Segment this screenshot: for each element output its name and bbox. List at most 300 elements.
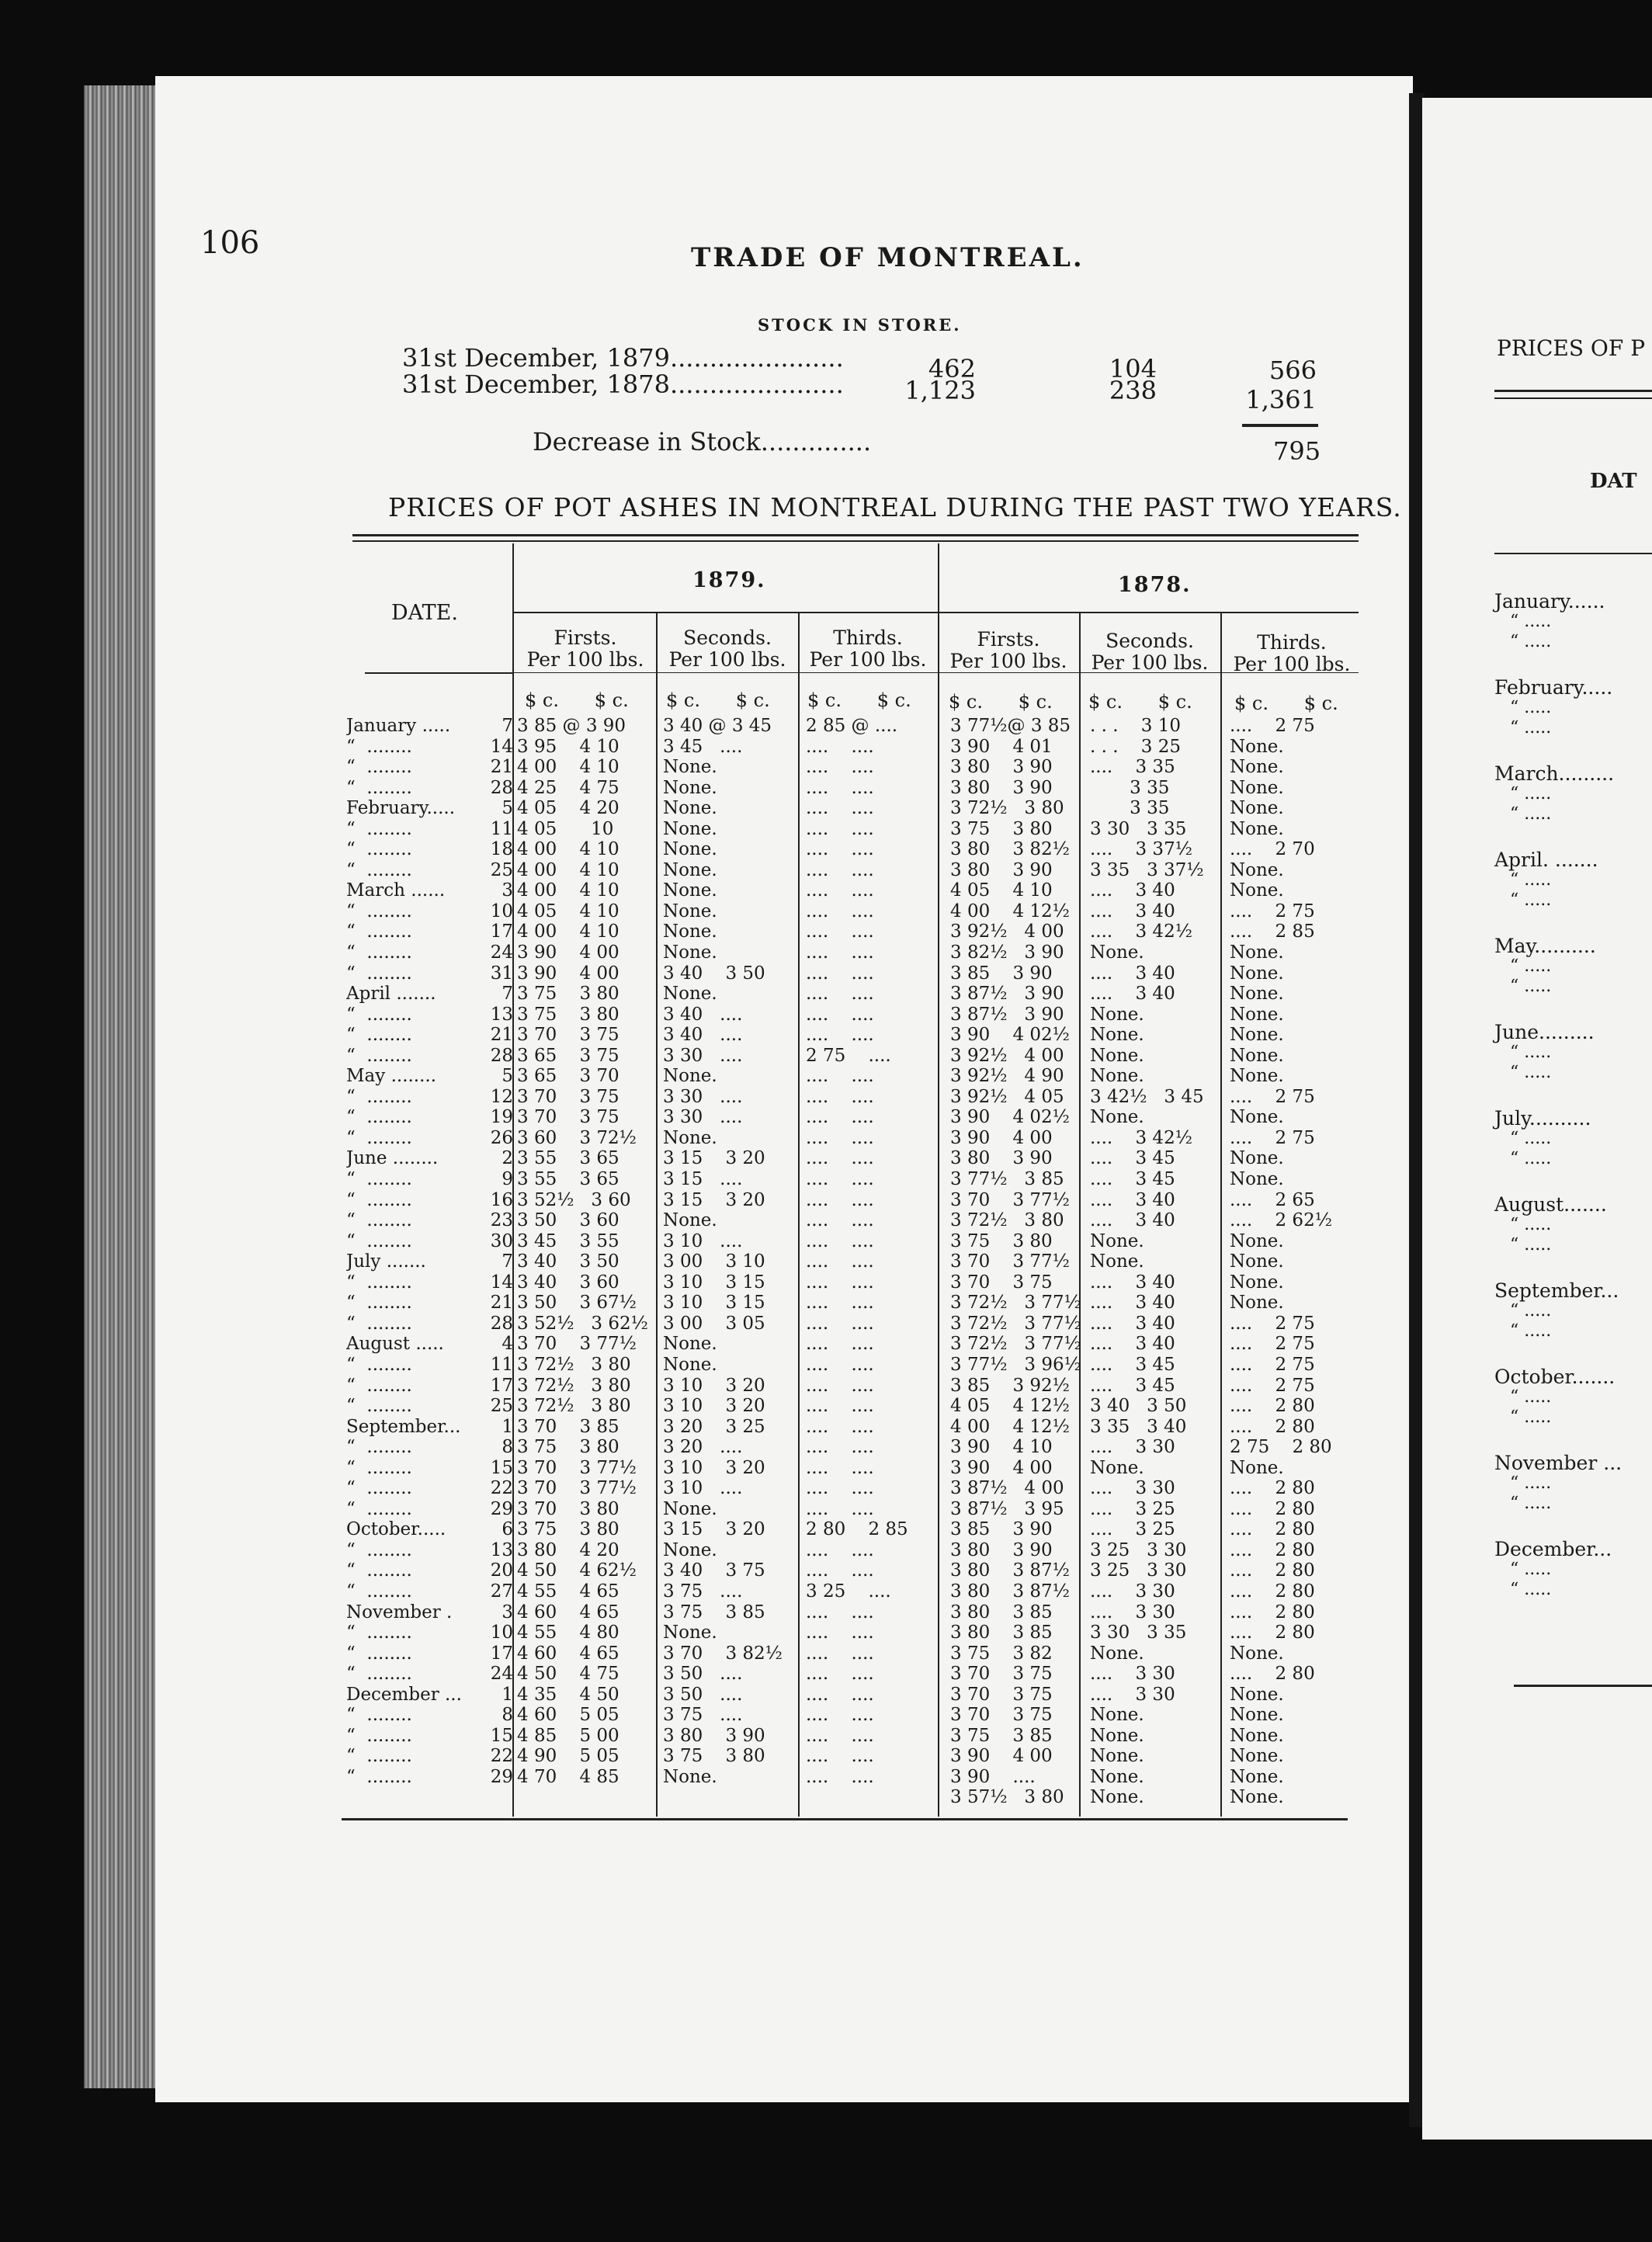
thirds-1879: .... .... [806, 1025, 874, 1046]
row-month: “ ........ [346, 1396, 412, 1417]
thirds-1879: .... .... [806, 1602, 874, 1622]
seconds-1879: 3 75 3 85 [663, 1602, 765, 1622]
running-title: TRADE OF MONTREAL. [691, 242, 1085, 273]
stock-row-label: 31st December, 1878...................... [402, 370, 844, 399]
row-month: “ ........ [346, 1169, 412, 1190]
firsts-1879: 4 70 4 85 [517, 1766, 620, 1787]
right-page-ditto: “ ..... [1510, 956, 1552, 976]
seconds-1879: 3 10 3 20 [663, 1396, 765, 1417]
firsts-1878: 3 80 3 90 [950, 1148, 1053, 1169]
thirds-1879: .... .... [806, 798, 874, 819]
row-month: “ ........ [346, 1643, 412, 1664]
seconds-1879: None. [663, 1498, 717, 1519]
thirds-1879: .... .... [806, 1416, 874, 1437]
unit-row: $ c. $ c. [525, 689, 629, 711]
row-month: October..... [346, 1519, 446, 1540]
firsts-1878: 3 87½ 3 90 [950, 984, 1064, 1005]
row-day: 5 [502, 798, 513, 819]
thirds-1879: .... .... [806, 880, 874, 901]
firsts-1878: 3 57½ 3 80 [950, 1787, 1064, 1808]
seconds-1879: 3 10 3 20 [663, 1457, 765, 1478]
column-rule [938, 543, 939, 1817]
row-day: 10 [490, 901, 513, 921]
row-day: 5 [502, 1066, 513, 1087]
seconds-1878: .... 3 25 [1090, 1519, 1175, 1540]
seconds-1879: 3 75 .... [663, 1705, 743, 1726]
firsts-1878: 3 90 4 02½ [950, 1107, 1070, 1128]
subhead-seconds-1879 [660, 627, 795, 671]
subhead-firsts-1879 [519, 627, 652, 671]
seconds-1878: None. [1090, 1725, 1144, 1746]
subhead-unit: Per 100 lbs. [526, 648, 644, 671]
subhead-unit: Per 100 lbs. [949, 650, 1067, 672]
thirds-1878: None. [1230, 963, 1284, 984]
row-month: “ ........ [346, 1705, 412, 1726]
firsts-1879: 3 70 3 75 [517, 1086, 620, 1107]
row-month: “ ........ [346, 1478, 412, 1499]
thirds-1878: None. [1230, 1746, 1284, 1767]
seconds-1878: .... 3 30 [1090, 1581, 1175, 1602]
thirds-1879: .... .... [806, 1313, 874, 1334]
date-rule [365, 672, 512, 674]
firsts-1878: 3 90 .... [950, 1766, 1036, 1787]
row-day: 23 [490, 1210, 513, 1231]
row-month: January ..... [346, 716, 451, 736]
seconds-1878: None. [1090, 1457, 1144, 1478]
row-month: “ ........ [346, 757, 412, 778]
right-page-month: February..... [1494, 676, 1613, 699]
seconds-1879: None. [663, 777, 717, 798]
right-page-ditto: “ ..... [1510, 1063, 1552, 1082]
decrease-value: 795 [1273, 436, 1321, 466]
year-1878: 1878. [1118, 573, 1192, 597]
row-day: 17 [490, 1375, 513, 1396]
row-day: 15 [490, 1457, 513, 1478]
row-day: 7 [502, 1251, 513, 1272]
thirds-1879: 2 85 @ .... [806, 716, 898, 736]
row-month: “ ........ [346, 859, 412, 880]
row-day: 11 [490, 818, 513, 839]
thirds-1879: .... .... [806, 1766, 874, 1787]
row-month: July ....... [346, 1251, 426, 1272]
row-month: “ ........ [346, 1293, 412, 1314]
unit-row: $ c. $ c. [949, 691, 1053, 713]
thirds-1879: .... .... [806, 1004, 874, 1025]
firsts-1879: 4 00 4 10 [517, 921, 620, 942]
book-edge [84, 85, 158, 2088]
seconds-1878: .... 3 42½ [1090, 1127, 1192, 1148]
seconds-1878: .... 3 30 [1090, 1684, 1175, 1705]
seconds-1878: 3 25 3 30 [1090, 1560, 1187, 1581]
thirds-1879: .... .... [806, 921, 874, 942]
unit-row: $ c. $ c. [1234, 692, 1338, 714]
seconds-1879: 3 30 .... [663, 1045, 743, 1066]
row-month: “ ........ [346, 777, 412, 798]
right-page-month: June......... [1494, 1021, 1595, 1043]
row-month: “ ........ [346, 1025, 412, 1046]
row-month: “ ........ [346, 1581, 412, 1602]
seconds-1878: None. [1090, 1066, 1144, 1087]
firsts-1879: 4 05 4 20 [517, 798, 620, 819]
row-month: “ ........ [346, 839, 412, 860]
thirds-1878: None. [1230, 1045, 1284, 1066]
firsts-1878: 3 90 4 00 [950, 1457, 1053, 1478]
stock-row-value: 462 [928, 354, 976, 384]
subhead-unit: Per 100 lbs. [668, 648, 786, 671]
seconds-1879: 3 40 .... [663, 1025, 743, 1046]
seconds-1879: None. [663, 1334, 717, 1355]
firsts-1878: 3 87½ 4 00 [950, 1478, 1064, 1499]
row-month: “ ........ [346, 1189, 412, 1210]
firsts-1878: 3 85 3 90 [950, 963, 1053, 984]
thirds-1878: .... 2 70 [1230, 839, 1315, 860]
firsts-1879: 3 80 4 20 [517, 1539, 620, 1560]
right-page-ditto: “ ..... [1510, 1580, 1552, 1599]
seconds-1878: None. [1090, 1045, 1144, 1066]
row-month: “ ........ [346, 1313, 412, 1334]
thirds-1879: .... .... [806, 736, 874, 757]
thirds-1878: None. [1230, 1457, 1284, 1478]
firsts-1878: 3 92½ 4 05 [950, 1086, 1064, 1107]
decrease-label: Decrease in Stock.............. [533, 427, 872, 456]
firsts-1878: 3 70 3 75 [950, 1684, 1053, 1705]
right-page-ditto: “ ..... [1510, 1321, 1552, 1341]
firsts-1879: 3 60 3 72½ [517, 1127, 637, 1148]
stock-row-label: 31st December, 1879...................... [402, 343, 844, 373]
row-day: 25 [490, 859, 513, 880]
seconds-1878: None. [1090, 1643, 1144, 1664]
right-page-ditto: “ ..... [1510, 1494, 1552, 1513]
row-day: 17 [490, 921, 513, 942]
row-day: 10 [490, 1622, 513, 1643]
seconds-1878: .... 3 40 [1090, 963, 1175, 984]
thirds-1879: .... .... [806, 1643, 874, 1664]
thirds-1879: .... .... [806, 1189, 874, 1210]
firsts-1879: 3 75 3 80 [517, 1437, 620, 1458]
thirds-1879: .... .... [806, 1498, 874, 1519]
seconds-1878: 3 30 3 35 [1090, 1622, 1187, 1643]
firsts-1878: 3 72½ 3 77½ [950, 1313, 1081, 1334]
row-month: “ ........ [346, 1457, 412, 1478]
thirds-1878: None. [1230, 1148, 1284, 1169]
row-day: 14 [490, 1272, 513, 1293]
seconds-1879: None. [663, 880, 717, 901]
right-page-ditto: “ ..... [1510, 632, 1552, 651]
row-day: 24 [490, 1664, 513, 1685]
seconds-1879: None. [663, 921, 717, 942]
seconds-1878: .... 3 40 [1090, 1210, 1175, 1231]
firsts-1879: 3 52½ 3 62½ [517, 1313, 648, 1334]
seconds-1879: None. [663, 1766, 717, 1787]
seconds-1879: None. [663, 984, 717, 1005]
seconds-1879: 3 50 .... [663, 1664, 743, 1685]
thirds-1878: None. [1230, 1684, 1284, 1705]
row-month: “ ........ [346, 1766, 412, 1787]
thirds-1879: .... .... [806, 1169, 874, 1190]
right-page-rule [1494, 390, 1652, 392]
thirds-1878: 2 75 2 80 [1230, 1437, 1332, 1458]
subhead-thirds-1878 [1223, 632, 1360, 675]
firsts-1879: 4 60 4 65 [517, 1643, 620, 1664]
firsts-1878: 3 75 3 82 [950, 1643, 1053, 1664]
firsts-1879: 3 75 3 80 [517, 1004, 620, 1025]
firsts-1878: 3 82½ 3 90 [950, 942, 1064, 963]
thirds-1879: .... .... [806, 1684, 874, 1705]
row-day: 8 [502, 1437, 513, 1458]
firsts-1879: 4 05 4 10 [517, 901, 620, 921]
seconds-1878: 3 35 3 37½ [1090, 859, 1204, 880]
subhead-unit: Per 100 lbs. [1233, 653, 1351, 675]
right-page-ditto: “ ..... [1510, 784, 1552, 803]
thirds-1878: .... 2 75 [1230, 1086, 1315, 1107]
firsts-1879: 3 72½ 3 80 [517, 1375, 631, 1396]
firsts-1879: 3 40 3 50 [517, 1251, 620, 1272]
thirds-1878: .... 2 75 [1230, 1313, 1315, 1334]
thirds-1879: .... .... [806, 1066, 874, 1087]
firsts-1879: 4 60 4 65 [517, 1602, 620, 1622]
row-month: “ ........ [346, 901, 412, 921]
right-page-month: December... [1494, 1538, 1612, 1560]
seconds-1879: None. [663, 757, 717, 778]
row-month: “ ........ [346, 1107, 412, 1128]
row-month: “ ........ [346, 1664, 412, 1685]
thirds-1878: .... 2 80 [1230, 1602, 1315, 1622]
firsts-1878: 3 90 4 02½ [950, 1025, 1070, 1046]
row-month: “ ........ [346, 1210, 412, 1231]
thirds-1878: .... 2 75 [1230, 1127, 1315, 1148]
seconds-1879: 3 15 3 20 [663, 1189, 765, 1210]
seconds-1879: None. [663, 1066, 717, 1087]
thirds-1878: .... 2 80 [1230, 1519, 1315, 1540]
seconds-1879: 3 00 3 10 [663, 1251, 765, 1272]
thirds-1879: .... .... [806, 818, 874, 839]
row-day: 13 [490, 1004, 513, 1025]
row-month: “ ........ [346, 1622, 412, 1643]
firsts-1878: 3 70 3 77½ [950, 1189, 1070, 1210]
right-page-ditto: “ ..... [1510, 890, 1552, 910]
year-rule [512, 612, 1359, 613]
firsts-1878: 3 75 3 80 [950, 818, 1053, 839]
seconds-1879: 3 40 3 50 [663, 963, 765, 984]
firsts-1878: 3 90 4 00 [950, 1746, 1053, 1767]
seconds-1878: None. [1090, 942, 1144, 963]
firsts-1878: 4 05 4 10 [950, 880, 1053, 901]
seconds-1879: 3 20 .... [663, 1437, 743, 1458]
right-page-rule [1514, 1685, 1652, 1687]
right-page-rule [1494, 553, 1652, 554]
seconds-1879: None. [663, 1210, 717, 1231]
thirds-1879: .... .... [806, 757, 874, 778]
thirds-1879: .... .... [806, 1293, 874, 1314]
seconds-1878: .... 3 40 [1090, 984, 1175, 1005]
stock-row-value: 104 [1109, 354, 1157, 384]
firsts-1879: 3 70 3 77½ [517, 1334, 637, 1355]
seconds-1878: None. [1090, 1025, 1144, 1046]
seconds-1878: 3 30 3 35 [1090, 818, 1187, 839]
row-day: 31 [490, 963, 513, 984]
thirds-1878: .... 2 62½ [1230, 1210, 1332, 1231]
thirds-1879: .... .... [806, 1746, 874, 1767]
stock-row-value: 238 [1109, 376, 1157, 405]
thirds-1878: .... 2 80 [1230, 1560, 1315, 1581]
row-day: 1 [502, 1684, 513, 1705]
thirds-1879: 2 80 2 85 [806, 1519, 908, 1540]
seconds-1879: None. [663, 818, 717, 839]
page-number: 106 [200, 225, 260, 261]
seconds-1879: 3 80 3 90 [663, 1725, 765, 1746]
firsts-1879: 3 70 3 77½ [517, 1478, 637, 1499]
seconds-1878: .... 3 45 [1090, 1148, 1175, 1169]
stock-row-value: 1,123 [904, 376, 976, 405]
row-month: “ ........ [346, 1498, 412, 1519]
seconds-1879: 3 45 .... [663, 736, 743, 757]
thirds-1879: 3 25 .... [806, 1581, 891, 1602]
firsts-1879: 4 85 5 00 [517, 1725, 620, 1746]
seconds-1878: 3 35 [1090, 798, 1170, 819]
thirds-1879: .... .... [806, 1334, 874, 1355]
firsts-1878: 3 70 3 75 [950, 1272, 1053, 1293]
thirds-1878: None. [1230, 942, 1284, 963]
row-month: November . [346, 1602, 453, 1622]
right-page-ditto: “ ..... [1510, 1235, 1552, 1255]
row-month: “ ........ [346, 1560, 412, 1581]
firsts-1879: 4 50 4 62½ [517, 1560, 637, 1581]
seconds-1879: 3 20 3 25 [663, 1416, 765, 1437]
firsts-1878: 3 87½ 3 90 [950, 1004, 1064, 1025]
right-page-date-header: DAT [1590, 470, 1637, 493]
unit-row: $ c. $ c. [666, 689, 770, 711]
row-day: 8 [502, 1705, 513, 1726]
row-month: June ........ [346, 1148, 439, 1169]
row-month: “ ........ [346, 1230, 412, 1251]
seconds-1879: 3 15 .... [663, 1169, 743, 1190]
row-day: 18 [490, 839, 513, 860]
row-month: “ ........ [346, 942, 412, 963]
row-day: 4 [502, 1334, 513, 1355]
row-month: “ ........ [346, 921, 412, 942]
right-page-ditto: “ ..... [1510, 1129, 1552, 1148]
subhead-label: Seconds. [683, 626, 772, 649]
seconds-1879: 3 10 3 15 [663, 1272, 765, 1293]
firsts-1878: 3 80 3 90 [950, 859, 1053, 880]
thirds-1879: .... .... [806, 1725, 874, 1746]
seconds-1879: None. [663, 1354, 717, 1375]
right-page-month: July.......... [1494, 1107, 1591, 1130]
firsts-1878: 3 77½@ 3 85 [950, 716, 1071, 736]
right-page-month: September... [1494, 1279, 1619, 1302]
right-page-ditto: “ ..... [1510, 1473, 1552, 1493]
seconds-1878: .... 3 37½ [1090, 839, 1192, 860]
firsts-1878: 3 87½ 3 95 [950, 1498, 1064, 1519]
row-month: March ...... [346, 880, 446, 901]
firsts-1879: 3 70 3 80 [517, 1498, 620, 1519]
total-rule [1242, 424, 1318, 427]
seconds-1878: None. [1090, 1705, 1144, 1726]
row-day: 13 [490, 1539, 513, 1560]
row-day: 28 [490, 1045, 513, 1066]
row-month: “ ........ [346, 1272, 412, 1293]
firsts-1878: 3 80 3 90 [950, 757, 1053, 778]
thirds-1879: .... .... [806, 1539, 874, 1560]
seconds-1879: 3 40 3 75 [663, 1560, 765, 1581]
thirds-1879: .... .... [806, 1148, 874, 1169]
row-day: 29 [490, 1766, 513, 1787]
seconds-1878: . . . 3 25 [1090, 736, 1182, 757]
thirds-1878: .... 2 80 [1230, 1539, 1315, 1560]
seconds-1878: None. [1090, 1766, 1144, 1787]
row-day: 3 [502, 880, 513, 901]
firsts-1879: 3 55 3 65 [517, 1169, 620, 1190]
row-month: May ........ [346, 1066, 437, 1087]
thirds-1879: 2 75 .... [806, 1045, 891, 1066]
firsts-1879: 4 00 4 10 [517, 839, 620, 860]
thirds-1878: None. [1230, 1025, 1284, 1046]
firsts-1879: 4 55 4 65 [517, 1581, 620, 1602]
thirds-1878: None. [1230, 1169, 1284, 1190]
thirds-1879: .... .... [806, 1230, 874, 1251]
row-month: December ... [346, 1684, 462, 1705]
subhead-thirds-1879 [801, 627, 935, 671]
row-day: 28 [490, 777, 513, 798]
thirds-1879: .... .... [806, 1107, 874, 1128]
seconds-1878: .... 3 35 [1090, 757, 1175, 778]
thirds-1878: None. [1230, 1230, 1284, 1251]
row-day: 15 [490, 1725, 513, 1746]
right-page-month: October....... [1494, 1366, 1616, 1388]
right-page-ditto: “ ..... [1510, 698, 1552, 717]
subhead-unit: Per 100 lbs. [1091, 651, 1209, 674]
firsts-1878: 3 70 3 75 [950, 1664, 1053, 1685]
firsts-1879: 3 50 3 67½ [517, 1293, 637, 1314]
firsts-1879: 4 00 4 10 [517, 880, 620, 901]
firsts-1879: 3 50 3 60 [517, 1210, 620, 1231]
firsts-1878: 3 75 3 80 [950, 1230, 1053, 1251]
thirds-1878: .... 2 65 [1230, 1189, 1315, 1210]
thirds-1878: None. [1230, 736, 1284, 757]
seconds-1879: None. [663, 859, 717, 880]
right-page-month: January...... [1494, 590, 1605, 613]
firsts-1879: 3 65 3 75 [517, 1045, 620, 1066]
right-page-month: April. ....... [1494, 849, 1598, 871]
row-day: 25 [490, 1396, 513, 1417]
row-day: 7 [502, 984, 513, 1005]
row-day: 30 [490, 1230, 513, 1251]
thirds-1878: .... 2 75 [1230, 1375, 1315, 1396]
subhead-unit: Per 100 lbs. [809, 648, 927, 671]
thirds-1878: None. [1230, 1066, 1284, 1087]
right-page-ditto: “ ..... [1510, 1387, 1552, 1407]
row-day: 9 [502, 1169, 513, 1190]
thirds-1879: .... .... [806, 1375, 874, 1396]
thirds-1878: .... 2 80 [1230, 1622, 1315, 1643]
thirds-1879: .... .... [806, 1664, 874, 1685]
seconds-1879: 3 10 3 20 [663, 1375, 765, 1396]
firsts-1878: 3 80 3 90 [950, 777, 1053, 798]
seconds-1879: 3 15 3 20 [663, 1148, 765, 1169]
row-day: 1 [502, 1416, 513, 1437]
row-month: “ ........ [346, 1437, 412, 1458]
firsts-1878: 3 80 3 90 [950, 1539, 1053, 1560]
row-day: 20 [490, 1560, 513, 1581]
row-month: April ....... [346, 984, 436, 1005]
firsts-1879: 3 90 4 00 [517, 942, 620, 963]
thirds-1879: .... .... [806, 1127, 874, 1148]
row-month: “ ........ [346, 1086, 412, 1107]
firsts-1878: 3 90 4 10 [950, 1437, 1053, 1458]
seconds-1879: 3 15 3 20 [663, 1519, 765, 1540]
thirds-1879: .... .... [806, 984, 874, 1005]
firsts-1879: 3 52½ 3 60 [517, 1189, 631, 1210]
